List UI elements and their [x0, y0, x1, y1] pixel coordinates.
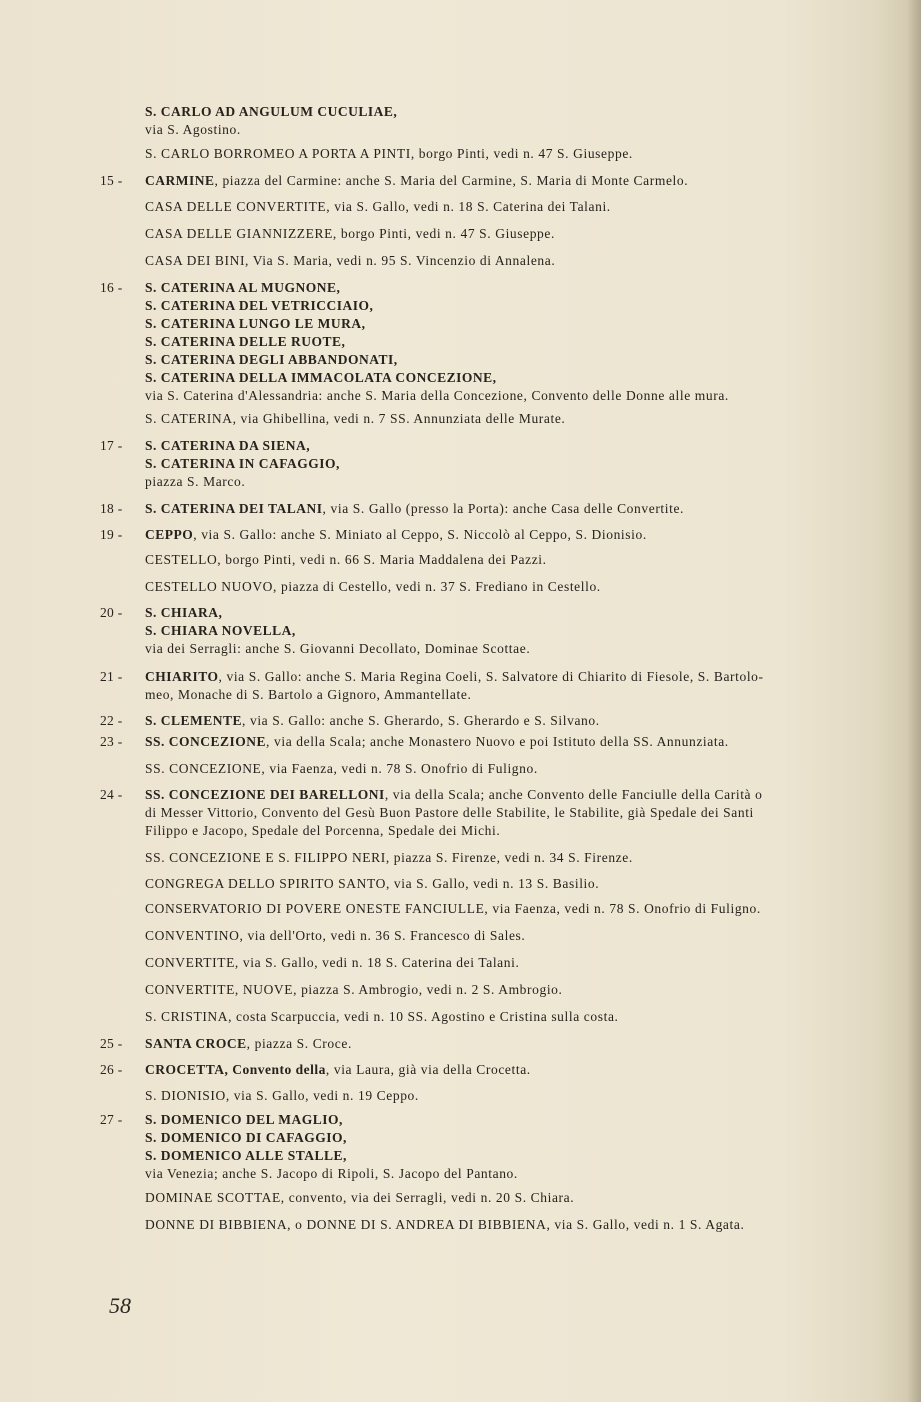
entry-line: [145, 198, 860, 216]
entry-text: meo, Monache di S. Bartolo a Gignoro, Ammantellate.: [145, 687, 472, 702]
entry-text: , piazza del Carmine: anche S. Maria del Carmine, S. Maria di Monte Carmelo.: [214, 173, 689, 188]
entry-body: [145, 1035, 860, 1053]
entry-line: [145, 733, 860, 751]
entry-title: S. CARLO AD ANGULUM CUCULIAE,: [145, 104, 398, 119]
entry-number: 23 -: [100, 734, 123, 749]
entry-body: [145, 604, 860, 658]
entry-line: [145, 315, 860, 333]
entry-body: [145, 198, 860, 216]
entry-line: [145, 333, 860, 351]
entry-text: via S. Agostino.: [145, 122, 241, 137]
entry-number: 17 -: [100, 438, 123, 453]
entry-body: [145, 500, 860, 518]
entry-text: , via S. Gallo: anche S. Maria Regina Coeli, S. Salvatore di Chiarito di Fiesole, S. Bartolo-: [218, 669, 764, 684]
entry-body: [145, 551, 860, 569]
entry-line: [145, 622, 860, 640]
entry-text: CESTELLO NUOVO, piazza di Cestello, vedi n. 37 S. Frediano in Cestello.: [145, 579, 601, 594]
entry-line: [145, 351, 860, 369]
entry-title: S. CATERINA AL MUGNONE,: [145, 280, 341, 295]
entry-number: 22 -: [100, 713, 123, 728]
entry-text: piazza S. Marco.: [145, 474, 246, 489]
entry-text: S. CARLO BORROMEO A PORTA A PINTI, borgo Pinti, vedi n. 47 S. Giuseppe.: [145, 146, 633, 161]
entry-line: [145, 1129, 860, 1147]
entry-title: S. CATERINA IN CAFAGGIO,: [145, 456, 340, 471]
entry-body: [145, 1111, 860, 1183]
entry-line: [145, 369, 860, 387]
entry-text: via Venezia; anche S. Jacopo di Ripoli, S. Jacopo del Pantano.: [145, 1166, 518, 1181]
entry-body: [145, 668, 860, 704]
entry-text: DONNE DI BIBBIENA, o DONNE DI S. ANDREA DI BIBBIENA, via S. Gallo, vedi n. 1 S. Agata.: [145, 1217, 745, 1232]
entry-number: 21 -: [100, 669, 123, 684]
entry-text: , via S. Gallo: anche S. Gherardo, S. Gherardo e S. Silvano.: [242, 713, 600, 728]
entry-line: [145, 849, 860, 867]
entry-body: [145, 733, 860, 751]
entry-line: [145, 822, 860, 840]
entry-text: CONSERVATORIO DI POVERE ONESTE FANCIULLE, via Faenza, vedi n. 78 S. Onofrio di Fuligno.: [145, 901, 761, 916]
entry-line: [145, 804, 860, 822]
entry-body: [145, 927, 860, 945]
entry-number: 15 -: [100, 173, 123, 188]
entry-text: CASA DELLE CONVERTITE, via S. Gallo, vedi n. 18 S. Caterina dei Talani.: [145, 199, 611, 214]
entry-line: [145, 954, 860, 972]
entry-line: [145, 686, 860, 704]
entry-line: [145, 1165, 860, 1183]
entry-line: [145, 900, 860, 918]
entry-line: [145, 640, 860, 658]
entry-body: [145, 1189, 860, 1207]
entry-line: [145, 927, 860, 945]
entry-body: [145, 1061, 860, 1079]
entry-title: S. CHIARA,: [145, 605, 223, 620]
entry-line: [145, 1061, 860, 1079]
entry-line: [145, 279, 860, 297]
entry-text: , piazza S. Croce.: [246, 1036, 352, 1051]
entry-line: [145, 500, 860, 518]
entry-title: S. DOMENICO DEL MAGLIO,: [145, 1112, 343, 1127]
entry-body: [145, 172, 860, 190]
entry-line: [145, 172, 860, 190]
entry-text: CONVERTITE, via S. Gallo, vedi n. 18 S. Caterina dei Talani.: [145, 955, 520, 970]
page-number: 58: [109, 1293, 131, 1318]
entry-text: di Messer Vittorio, Convento del Gesù Buon Pastore delle Stabilite, le Stabilite, già Spedale dei Santi: [145, 805, 754, 820]
entry-line: [145, 455, 860, 473]
entry-text: , via S. Gallo (presso la Porta): anche Casa delle Convertite.: [322, 501, 685, 516]
entry-line: [145, 103, 860, 121]
entry-number: 20 -: [100, 605, 123, 620]
entry-text: CASA DELLE GIANNIZZERE, borgo Pinti, vedi n. 47 S. Giuseppe.: [145, 226, 555, 241]
entry-title: CROCETTA, Convento della: [145, 1062, 326, 1077]
entry-number: 24 -: [100, 787, 123, 802]
entry-title: S. CATERINA DEGLI ABBANDONATI,: [145, 352, 398, 367]
entry-line: [145, 1147, 860, 1165]
entry-body: [145, 437, 860, 491]
entry-line: [145, 1216, 860, 1234]
entry-body: [145, 526, 860, 544]
entry-line: [145, 225, 860, 243]
entry-text: , via della Scala; anche Monastero Nuovo e poi Istituto della SS. Annunziata.: [266, 734, 729, 749]
entry-title: S. DOMENICO ALLE STALLE,: [145, 1148, 347, 1163]
entry-line: [145, 145, 860, 163]
entry-line: [145, 551, 860, 569]
entry-text: Filippo e Jacopo, Spedale del Porcenna, Spedale dei Michi.: [145, 823, 501, 838]
entry-text: , via della Scala; anche Convento delle Fanciulle della Carità o: [384, 787, 763, 802]
entry-title: S. DOMENICO DI CAFAGGIO,: [145, 1130, 347, 1145]
entry-line: [145, 786, 860, 804]
entry-number: 18 -: [100, 501, 123, 516]
entry-text: SS. CONCEZIONE, via Faenza, vedi n. 78 S. Onofrio di Fuligno.: [145, 761, 538, 776]
entry-title: CARMINE: [145, 173, 215, 188]
entry-number: 16 -: [100, 280, 123, 295]
entry-title: CEPPO: [145, 527, 194, 542]
entry-text: CONVERTITE, NUOVE, piazza S. Ambrogio, vedi n. 2 S. Ambrogio.: [145, 982, 563, 997]
entry-line: [145, 760, 860, 778]
entry-body: [145, 410, 860, 428]
entry-line: [145, 668, 860, 686]
entry-line: [145, 1008, 860, 1026]
entry-line: [145, 526, 860, 544]
entry-text: CONGREGA DELLO SPIRITO SANTO, via S. Gallo, vedi n. 13 S. Basilio.: [145, 876, 600, 891]
entry-line: [145, 297, 860, 315]
entry-body: [145, 279, 860, 405]
entry-body: [145, 1087, 860, 1105]
entry-body: [145, 712, 860, 730]
entry-title: S. CHIARA NOVELLA,: [145, 623, 296, 638]
entry-text: DOMINAE SCOTTAE, convento, via dei Serragli, vedi n. 20 S. Chiara.: [145, 1190, 575, 1205]
entry-body: [145, 875, 860, 893]
entry-body: [145, 981, 860, 999]
entry-text: SS. CONCEZIONE E S. FILIPPO NERI, piazza S. Firenze, vedi n. 34 S. Firenze.: [145, 850, 633, 865]
entry-title: SANTA CROCE: [145, 1036, 247, 1051]
entry-number: 19 -: [100, 527, 123, 542]
entry-text: CESTELLO, borgo Pinti, vedi n. 66 S. Maria Maddalena dei Pazzi.: [145, 552, 547, 567]
entry-title: S. CATERINA DA SIENA,: [145, 438, 311, 453]
entry-title: S. CATERINA DELLE RUOTE,: [145, 334, 346, 349]
entry-text: CONVENTINO, via dell'Orto, vedi n. 36 S. Francesco di Sales.: [145, 928, 526, 943]
entry-line: [145, 981, 860, 999]
entry-body: [145, 1216, 860, 1234]
entry-line: [145, 712, 860, 730]
entry-body: [145, 849, 860, 867]
entry-line: [145, 1189, 860, 1207]
entry-line: [145, 604, 860, 622]
entry-body: [145, 1008, 860, 1026]
entry-line: [145, 252, 860, 269]
entry-text: via dei Serragli: anche S. Giovanni Decollato, Dominae Scottae.: [145, 641, 531, 656]
entry-line: [145, 1111, 860, 1129]
entry-body: [145, 103, 860, 139]
entry-text: via S. Caterina d'Alessandria: anche S. Maria della Concezione, Convento delle Donne alle mura.: [145, 388, 729, 403]
entry-body: [145, 900, 860, 918]
entry-body: [145, 760, 860, 778]
entry-title: S. CATERINA DEL VETRICCIAIO,: [145, 298, 374, 313]
entry-text: S. CATERINA, via Ghibellina, vedi n. 7 SS. Annunziata delle Murate.: [145, 411, 566, 426]
entry-title: SS. CONCEZIONE DEI BARELLONI: [145, 787, 385, 802]
entry-title: CHIARITO: [145, 669, 219, 684]
entry-body: [145, 954, 860, 972]
entry-line: [145, 387, 860, 405]
entry-text: , via Laura, già via della Crocetta.: [325, 1062, 531, 1077]
entry-title: S. CATERINA LUNGO LE MURA,: [145, 316, 366, 331]
entry-number: 27 -: [100, 1112, 123, 1127]
entry-line: [145, 410, 860, 428]
entry-text: S. DIONISIO, via S. Gallo, vedi n. 19 Ceppo.: [145, 1088, 419, 1103]
entry-text: CASA DEI BINI, Via S. Maria, vedi n. 95 S. Vincenzio di Annalena.: [145, 253, 556, 268]
entry-line: [145, 437, 860, 455]
entry-line: [145, 1087, 860, 1105]
entry-body: [145, 145, 860, 163]
entry-body: [145, 225, 860, 243]
entry-number: 26 -: [100, 1062, 123, 1077]
entry-body: [145, 252, 860, 269]
entry-text: S. CRISTINA, costa Scarpuccia, vedi n. 10 SS. Agostino e Cristina sulla costa.: [145, 1009, 619, 1024]
entry-text: , via S. Gallo: anche S. Miniato al Ceppo, S. Niccolò al Ceppo, S. Dionisio.: [193, 527, 647, 542]
entry-number: 25 -: [100, 1036, 123, 1051]
entry-body: [145, 786, 860, 840]
entry-line: [145, 875, 860, 893]
entry-body: [145, 578, 860, 596]
entry-title: S. CATERINA DELLA IMMACOLATA CONCEZIONE,: [145, 370, 497, 385]
entry-title: S. CATERINA DEI TALANI: [145, 501, 323, 516]
entry-line: [145, 1035, 860, 1053]
entry-title: S. CLEMENTE: [145, 713, 243, 728]
entry-title: SS. CONCEZIONE: [145, 734, 267, 749]
entry-line: [145, 121, 860, 139]
entry-line: [145, 578, 860, 596]
entry-line: [145, 473, 860, 491]
